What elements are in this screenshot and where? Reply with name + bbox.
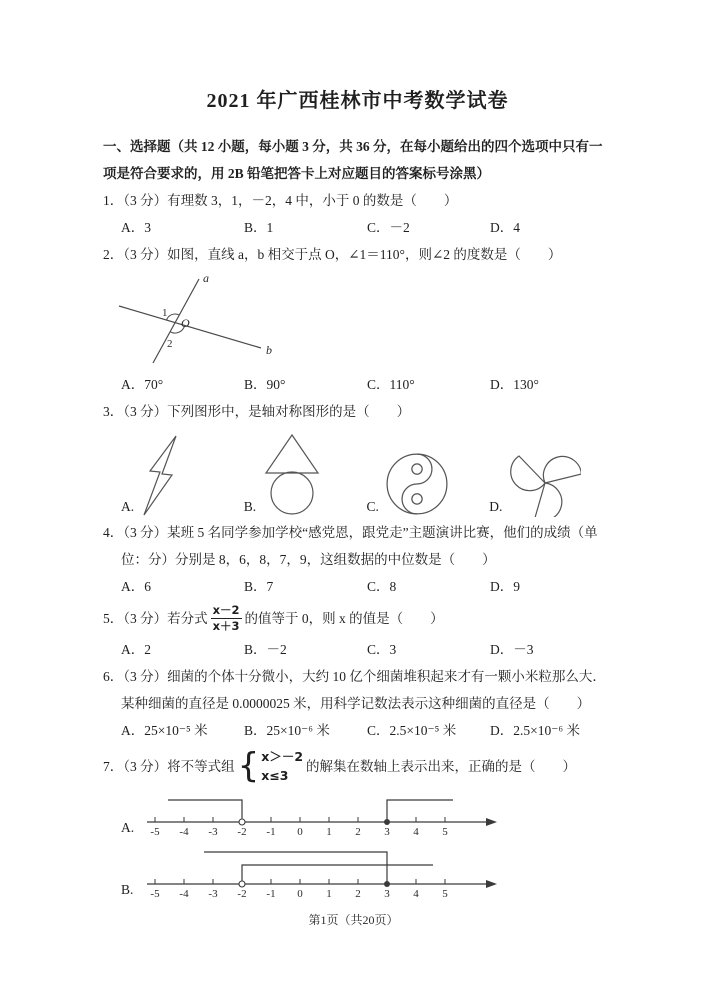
q6-option-b: B．25×10⁻⁶ 米 — [244, 722, 330, 738]
intersecting-lines-figure — [113, 271, 288, 371]
triangle-circle-icon — [261, 433, 323, 517]
solution-segments — [204, 852, 433, 887]
pinwheel-icon — [507, 443, 581, 517]
svg-text:5: 5 — [442, 825, 448, 838]
q1-option-a: A．3 — [121, 220, 151, 235]
q5-fraction-numerator: x－2 — [212, 603, 240, 617]
point-o-label: O — [181, 316, 190, 330]
question-1-options — [103, 214, 612, 241]
page-footer: 第1页（共20页） — [308, 913, 399, 927]
q7-inequality-1: x＞－2 — [261, 748, 304, 764]
q5-option-c: C．3 — [367, 641, 397, 657]
question-5-text — [103, 603, 612, 634]
q5-option-d: D．－3 — [490, 641, 534, 657]
q3-label-c: C. — [366, 499, 379, 514]
q2-option-d: D．130° — [490, 377, 539, 392]
q7-inequality-2: x≤3 — [261, 768, 289, 784]
svg-text:2: 2 — [355, 887, 361, 900]
yin-yang-icon — [384, 451, 450, 517]
brace-glyph: { — [237, 745, 260, 786]
q4-option-a: A．6 — [121, 579, 151, 594]
question-1-text: 1．（3 分）有理数 3，1，－2，4 中，小于 0 的数是（ ） — [103, 193, 458, 208]
q3-figure-b — [244, 433, 367, 517]
q5-text-before: 5．（3 分）若分式 — [103, 610, 208, 626]
svg-text:-3: -3 — [208, 887, 218, 900]
axis-arrow — [486, 818, 497, 826]
svg-text:1: 1 — [326, 887, 332, 900]
number-line-a — [145, 790, 500, 840]
question-6-text: 6．（3 分）细菌的个体十分微小，大约 10 亿个细菌堆积起来才有一颗小米粒那么大．某种细菌的直径是 0.0000025 米，用科学记数法表示这种细菌的直径是（ ） — [103, 668, 606, 711]
q7-axis-a-label: A. — [121, 819, 135, 835]
q3-label-d: D. — [489, 499, 503, 514]
q3-label-b: B. — [243, 499, 257, 514]
line-a — [153, 279, 199, 363]
svg-text:-4: -4 — [179, 825, 189, 838]
question-6-options — [103, 717, 612, 744]
lightning-bolt-icon — [139, 435, 185, 517]
axis-tick-labels — [150, 826, 448, 838]
axis-tick-labels — [150, 888, 448, 900]
svg-text:3: 3 — [384, 887, 390, 900]
q7-axis-b-label: B. — [121, 881, 134, 897]
svg-text:2: 2 — [355, 825, 361, 838]
q2-option-a: A．70° — [121, 377, 164, 392]
svg-text:1: 1 — [326, 825, 332, 838]
angle-1-label: 1 — [162, 307, 168, 319]
question-4-text: 4．（3 分）某班 5 名同学参加学校“感党恩，跟党走”主题演讲比赛，他们的成绩（单位：分）分别是 8，6，8，7，9，这组数据的中位数是（ ） — [103, 525, 598, 567]
question-5-options — [103, 636, 612, 663]
question-3-text: 3．（3 分）下列图形中，是轴对称图形的是（ ） — [103, 404, 411, 419]
svg-text:0: 0 — [297, 887, 303, 900]
q7-inequality-system — [238, 747, 303, 786]
svg-text:-4: -4 — [179, 887, 189, 900]
question-2-text: 2．（3 分）如图，直线 a，b 相交于点 O，∠1＝110°，则∠2 的度数是（ ） — [103, 247, 562, 262]
q6-option-c: C．2.5×10⁻⁵ 米 — [367, 722, 457, 738]
q5-option-a: A．2 — [121, 641, 151, 657]
solid-dot-at-3 — [384, 819, 390, 825]
q2-option-c: C．110° — [367, 377, 415, 392]
q6-option-d: D．2.5×10⁻⁶ 米 — [490, 722, 580, 738]
question-7-text — [103, 747, 612, 786]
svg-text:5: 5 — [442, 887, 448, 900]
solution-segments — [168, 800, 453, 825]
open-circle-at-minus-2 — [239, 819, 245, 825]
svg-text:-1: -1 — [266, 887, 276, 900]
question-3-figures — [103, 433, 612, 517]
svg-text:4: 4 — [413, 887, 419, 900]
exam-title: 2021 年广西桂林市中考数学试卷 — [206, 90, 509, 112]
svg-text:4: 4 — [413, 825, 419, 838]
q5-text-after: 的值等于 0，则 x 的值是（ ） — [244, 610, 444, 626]
axis-ticks — [155, 879, 445, 884]
q3-figure-c — [367, 433, 490, 517]
q4-option-b: B．7 — [244, 579, 274, 594]
axis-ticks — [155, 817, 445, 822]
svg-text:0: 0 — [297, 825, 303, 838]
question-4-options — [103, 573, 612, 600]
q5-option-b: B．－2 — [244, 641, 287, 657]
line-b-label: b — [266, 343, 272, 357]
svg-text:3: 3 — [384, 825, 390, 838]
q1-option-b: B．1 — [244, 220, 274, 235]
number-line-b — [145, 844, 500, 902]
q7-text-after: 的解集在数轴上表示出来，正确的是（ ） — [306, 758, 577, 774]
q7-option-b-row — [103, 844, 612, 902]
section-heading: 一、选择题（共 12 小题，每小题 3 分，共 36 分，在每小题给出的四个选项中只有一项是符合要求的，用 2B 铅笔把答卡上对应题目的答案标号涂黑） — [103, 139, 603, 181]
axis-arrow — [486, 880, 497, 888]
q1-option-d: D．4 — [490, 220, 520, 235]
q7-text-before: 7．（3 分）将不等式组 — [103, 758, 235, 774]
svg-text:-5: -5 — [150, 887, 160, 900]
open-circle-at-minus-2 — [239, 881, 245, 887]
q3-label-a: A. — [121, 499, 135, 514]
q2-option-b: B．90° — [244, 377, 286, 392]
q1-option-c: C．－2 — [367, 220, 410, 235]
q6-option-a: A．25×10⁻⁵ 米 — [121, 722, 208, 738]
question-2-figure — [113, 271, 612, 371]
q3-figure-d — [489, 433, 612, 517]
line-b — [119, 306, 261, 348]
svg-text:-3: -3 — [208, 825, 218, 838]
svg-text:-2: -2 — [237, 825, 247, 838]
q5-fraction — [211, 603, 242, 634]
svg-text:-2: -2 — [237, 887, 247, 900]
solid-dot-at-3 — [384, 881, 390, 887]
q7-option-a-row — [103, 790, 612, 840]
line-a-label: a — [203, 271, 209, 285]
svg-text:-5: -5 — [150, 825, 160, 838]
question-2-options — [103, 371, 612, 398]
q4-option-d: D．9 — [490, 579, 520, 594]
q5-fraction-denominator: x＋3 — [212, 618, 240, 633]
svg-text:-1: -1 — [266, 825, 276, 838]
q3-figure-a — [121, 433, 244, 517]
q4-option-c: C．8 — [367, 579, 397, 594]
angle-2-label: 2 — [167, 338, 173, 350]
